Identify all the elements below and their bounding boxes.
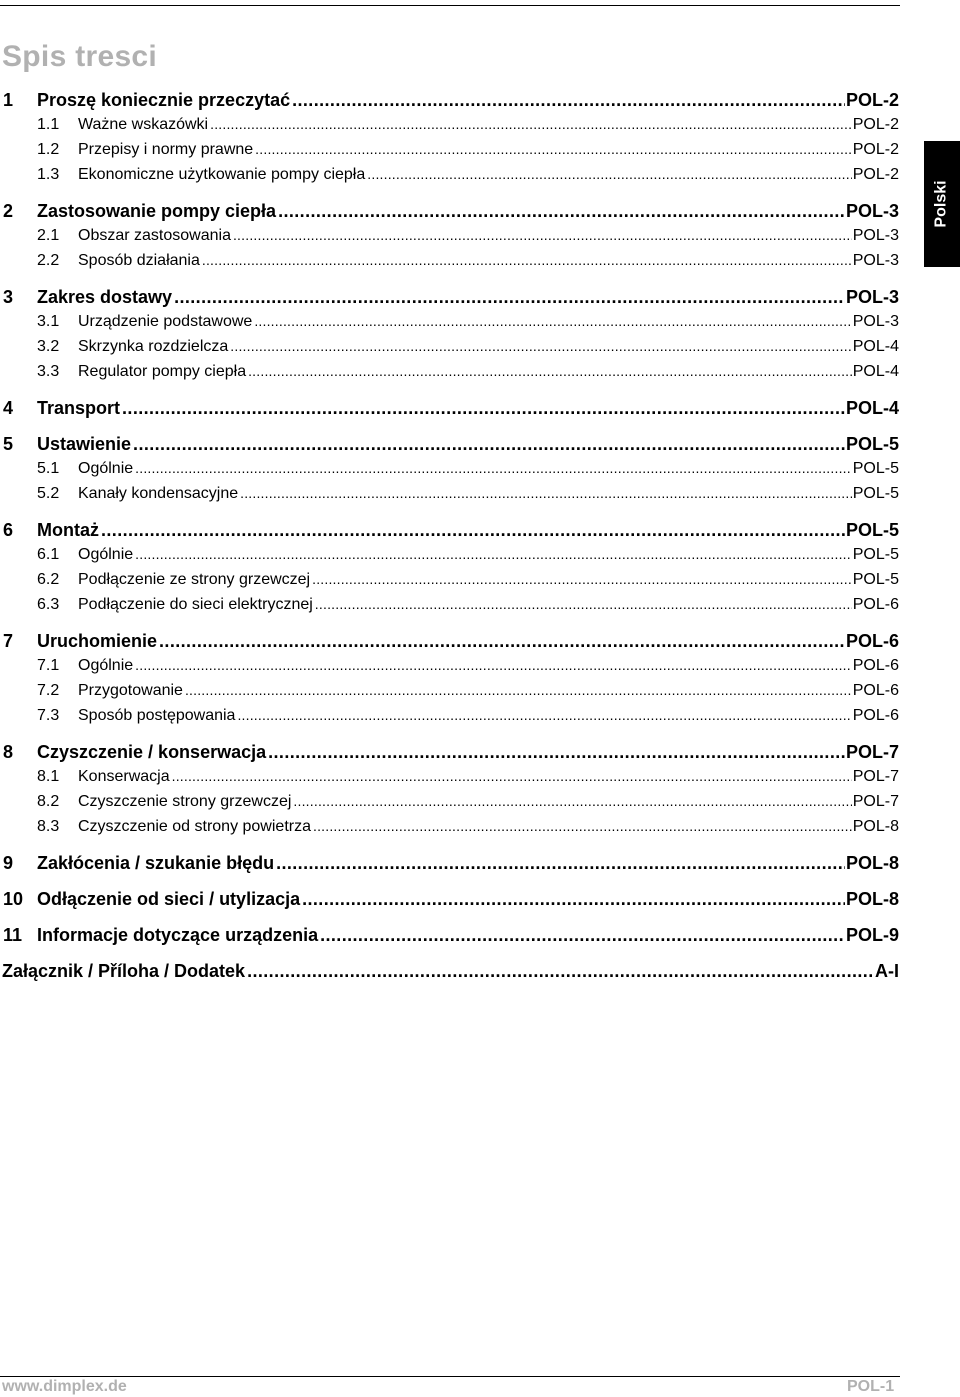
toc-entry-label: Zakres dostawy <box>37 287 173 307</box>
toc-leader-dots <box>278 201 845 222</box>
toc-entry-number: 3 <box>3 287 14 307</box>
toc-entry-page: POL-6 <box>852 657 899 674</box>
toc-leader-dots <box>135 546 852 562</box>
toc-entry-label: Podłączenie do sieci elektrycznej <box>78 596 313 613</box>
toc-subsection[interactable] <box>0 596 899 621</box>
toc-section[interactable] <box>0 853 899 879</box>
toc-entry-number: 6.3 <box>37 596 60 613</box>
toc-entry-number: 1.3 <box>37 166 60 183</box>
toc-section[interactable] <box>0 961 899 987</box>
toc-entry-page: POL-2 <box>852 166 899 183</box>
page-title: Spis tresci <box>2 40 158 73</box>
toc-leader-dots <box>240 485 852 501</box>
toc-entry-page: POL-7 <box>852 793 899 810</box>
toc-leader-dots <box>230 338 851 354</box>
toc-entry-number: 6 <box>3 520 14 540</box>
toc-subsection[interactable] <box>0 682 899 707</box>
toc-leader-dots <box>367 166 851 182</box>
bottom-rule <box>0 1376 900 1377</box>
toc-entry-page: POL-5 <box>852 460 899 477</box>
toc-leader-dots <box>237 707 851 723</box>
toc-section[interactable] <box>0 742 899 768</box>
toc-entry-label: Urządzenie podstawowe <box>78 313 253 330</box>
toc-entry-label: Informacje dotyczące urządzenia <box>37 925 319 945</box>
toc-entry-number: 2 <box>3 201 14 221</box>
toc-entry-label: Czyszczenie / konserwacja <box>37 742 267 762</box>
toc-leader-dots <box>293 793 851 809</box>
toc-entry-number: 5.2 <box>37 485 60 502</box>
toc-leader-dots <box>320 925 845 946</box>
toc-entry-number: 7 <box>3 631 14 651</box>
toc-section[interactable] <box>0 631 899 657</box>
toc-subsection[interactable] <box>0 657 899 682</box>
toc-entry-page: POL-5 <box>852 571 899 588</box>
toc-entry-page: POL-8 <box>845 889 899 909</box>
toc-entry-number: 5 <box>3 434 14 454</box>
toc-entry-page: POL-3 <box>852 252 899 269</box>
toc-entry-number: 3.3 <box>37 363 60 380</box>
toc-entry-page: POL-6 <box>852 682 899 699</box>
toc-subsection[interactable] <box>0 116 899 141</box>
toc-entry-number: 3.1 <box>37 313 60 330</box>
toc-entry-number: 1.1 <box>37 116 60 133</box>
toc-entry-label: Skrzynka rozdzielcza <box>78 338 229 355</box>
toc-leader-dots <box>268 742 845 763</box>
toc-entry-label: Ekonomiczne użytkowanie pompy ciepła <box>78 166 366 183</box>
toc-entry-number: 8.1 <box>37 768 60 785</box>
toc-entry-page: POL-4 <box>845 398 899 418</box>
toc-entry-page: POL-2 <box>845 90 899 110</box>
toc-entry-label: Montaż <box>37 520 99 540</box>
toc-leader-dots <box>276 853 845 874</box>
toc-entry-label: Kanały kondensacyjne <box>78 485 239 502</box>
toc-leader-dots <box>248 363 852 379</box>
toc-entry-page: POL-5 <box>845 520 899 540</box>
toc-leader-dots <box>233 227 852 243</box>
toc-subsection[interactable] <box>0 768 899 793</box>
toc-entry-page: POL-8 <box>845 853 899 873</box>
toc-leader-dots <box>202 252 852 268</box>
language-tab <box>924 141 960 267</box>
toc-entry-number: 8.2 <box>37 793 60 810</box>
toc-entry-number: 11 <box>3 925 23 945</box>
toc-entry-label: Regulator pompy ciepła <box>78 363 247 380</box>
toc-entry-number: 2.1 <box>37 227 60 244</box>
toc-leader-dots <box>315 596 852 612</box>
toc-section[interactable] <box>0 925 899 951</box>
toc-entry-label: Zastosowanie pompy ciepła <box>37 201 277 221</box>
toc-entry-number: 4 <box>3 398 14 418</box>
toc-entry-label: Odłączenie od sieci / utylizacja <box>37 889 301 909</box>
toc-leader-dots <box>292 90 845 111</box>
toc-entry-page: POL-5 <box>852 485 899 502</box>
toc-entry-label: Podłączenie ze strony grzewczej <box>78 571 311 588</box>
toc-entry-page: POL-6 <box>845 631 899 651</box>
toc-entry-number: 1.2 <box>37 141 60 158</box>
toc-entry-number: 8 <box>3 742 14 762</box>
toc-entry-label: Przepisy i normy prawne <box>78 141 254 158</box>
toc-entry-label: Transport <box>37 398 121 418</box>
toc-section[interactable] <box>0 889 899 915</box>
toc-subsection[interactable] <box>0 460 899 485</box>
toc-entry-number: 6.1 <box>37 546 60 563</box>
toc-entry-page: POL-8 <box>852 818 899 835</box>
toc-entry-number: 7.3 <box>37 707 60 724</box>
toc-entry-page: POL-6 <box>852 707 899 724</box>
toc-entry-page: POL-3 <box>845 201 899 221</box>
toc-entry-label: Konserwacja <box>78 768 170 785</box>
toc-section[interactable] <box>0 287 899 313</box>
toc-entry-page: POL-3 <box>852 313 899 330</box>
toc-leader-dots <box>254 313 851 329</box>
toc-leader-dots <box>172 768 852 784</box>
toc-entry-page: POL-3 <box>845 287 899 307</box>
toc-subsection[interactable] <box>0 546 899 571</box>
toc-entry-page: POL-5 <box>852 546 899 563</box>
toc-entry-number: 2.2 <box>37 252 60 269</box>
toc-section[interactable] <box>0 201 899 227</box>
toc-section[interactable] <box>0 520 899 546</box>
toc-entry-label: Ważne wskazówki <box>78 116 209 133</box>
toc-entry-page: POL-2 <box>852 116 899 133</box>
table-of-contents <box>0 90 899 987</box>
toc-entry-label: Sposób postępowania <box>78 707 236 724</box>
toc-entry-number: 9 <box>3 853 14 873</box>
toc-entry-page: POL-4 <box>852 338 899 355</box>
toc-entry-page: POL-2 <box>852 141 899 158</box>
toc-entry-label: Czyszczenie strony grzewczej <box>78 793 292 810</box>
toc-entry-label: Ustawienie <box>37 434 132 454</box>
toc-subsection[interactable] <box>0 818 899 843</box>
toc-leader-dots <box>313 818 852 834</box>
toc-entry-label: Czyszczenie od strony powietrza <box>78 818 311 835</box>
toc-leader-dots <box>101 520 845 541</box>
toc-subsection[interactable] <box>0 252 899 277</box>
toc-leader-dots <box>133 434 845 455</box>
toc-entry-number: 7.1 <box>37 657 60 674</box>
toc-entry-number: 1 <box>3 90 14 110</box>
toc-entry-number: 5.1 <box>37 460 60 477</box>
toc-subsection[interactable] <box>0 363 899 388</box>
toc-entry-page: POL-4 <box>852 363 899 380</box>
toc-subsection[interactable] <box>0 707 899 732</box>
toc-leader-dots <box>135 460 852 476</box>
toc-entry-number: 3.2 <box>37 338 60 355</box>
toc-entry-label: Załącznik / Příloha / Dodatek <box>2 961 246 981</box>
toc-entry-label: Ogólnie <box>78 460 134 477</box>
toc-section[interactable] <box>0 90 899 116</box>
toc-leader-dots <box>135 657 852 673</box>
toc-entry-label: Zakłócenia / szukanie błędu <box>37 853 275 873</box>
toc-leader-dots <box>185 682 852 698</box>
toc-leader-dots <box>302 889 845 910</box>
toc-leader-dots <box>312 571 852 587</box>
toc-entry-label: Sposób działania <box>78 252 200 269</box>
toc-entry-number: 6.2 <box>37 571 60 588</box>
toc-entry-number: 10 <box>3 889 24 909</box>
toc-entry-label: Proszę koniecznie przeczytać <box>37 90 291 110</box>
toc-subsection[interactable] <box>0 141 899 166</box>
toc-subsection[interactable] <box>0 227 899 252</box>
toc-section[interactable] <box>0 398 899 424</box>
footer-page-number: POL-1 <box>847 1378 895 1395</box>
toc-entry-label: Obszar zastosowania <box>78 227 231 244</box>
toc-entry-page: POL-3 <box>852 227 899 244</box>
toc-subsection[interactable] <box>0 313 899 338</box>
toc-subsection[interactable] <box>0 485 899 510</box>
toc-leader-dots <box>174 287 845 308</box>
toc-subsection[interactable] <box>0 571 899 596</box>
top-rule <box>0 5 900 6</box>
toc-entry-number: 8.3 <box>37 818 60 835</box>
toc-entry-page: A-I <box>875 961 899 981</box>
toc-entry-label: Ogólnie <box>78 546 134 563</box>
toc-leader-dots <box>159 631 845 652</box>
toc-entry-page: POL-5 <box>845 434 899 454</box>
toc-subsection[interactable] <box>0 338 899 363</box>
toc-section[interactable] <box>0 434 899 460</box>
toc-entry-page: POL-9 <box>845 925 899 945</box>
toc-leader-dots <box>122 398 845 419</box>
toc-leader-dots <box>247 961 874 982</box>
toc-entry-label: Przygotowanie <box>78 682 183 699</box>
footer-website: www.dimplex.de <box>2 1378 127 1395</box>
toc-entry-page: POL-6 <box>852 596 899 613</box>
toc-entry-number: 7.2 <box>37 682 60 699</box>
toc-entry-page: POL-7 <box>845 742 899 762</box>
toc-subsection[interactable] <box>0 793 899 818</box>
language-tab-label: Polski <box>933 180 951 228</box>
toc-entry-label: Ogólnie <box>78 657 134 674</box>
toc-leader-dots <box>255 141 852 157</box>
toc-entry-label: Uruchomienie <box>37 631 158 651</box>
toc-leader-dots <box>210 116 852 132</box>
toc-entry-page: POL-7 <box>852 768 899 785</box>
toc-subsection[interactable] <box>0 166 899 191</box>
